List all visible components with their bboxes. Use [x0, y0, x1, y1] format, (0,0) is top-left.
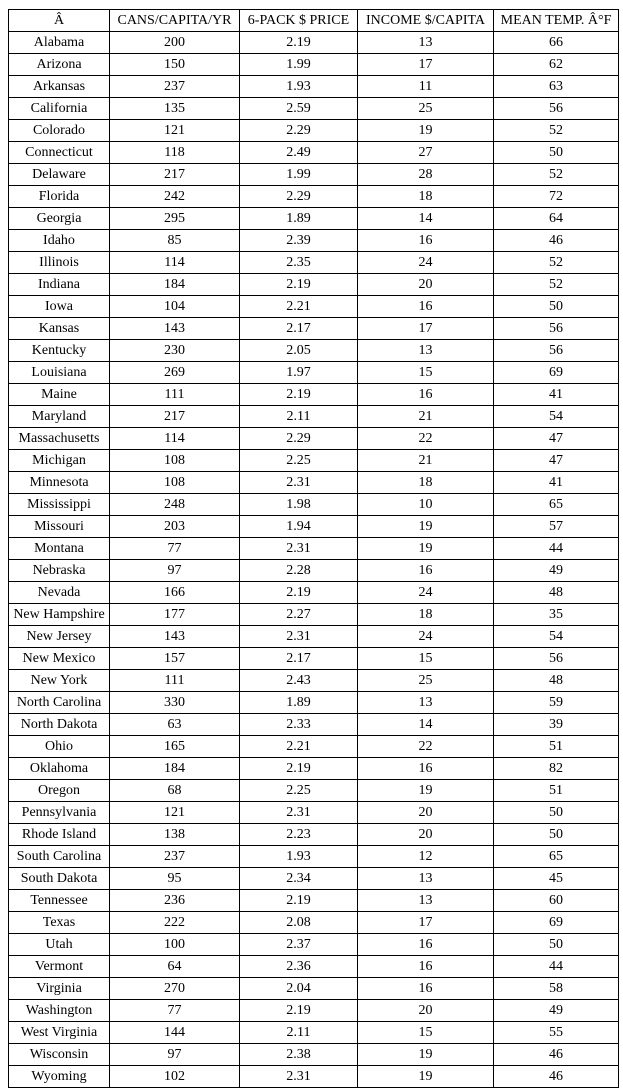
- temp-cell: 55: [494, 1022, 619, 1044]
- state-cell: Wyoming: [9, 1066, 110, 1088]
- price-cell: 2.19: [240, 1000, 358, 1022]
- table-row: [9, 164, 619, 186]
- table-row: [9, 868, 619, 890]
- state-cell: Nevada: [9, 582, 110, 604]
- cans-cell: 330: [110, 692, 240, 714]
- income-cell: 12: [358, 846, 494, 868]
- temp-cell: 50: [494, 296, 619, 318]
- price-cell: 2.39: [240, 230, 358, 252]
- table-row: [9, 692, 619, 714]
- state-cell: Massachusetts: [9, 428, 110, 450]
- state-cell: Ohio: [9, 736, 110, 758]
- state-cell: Louisiana: [9, 362, 110, 384]
- temp-cell: 58: [494, 978, 619, 1000]
- cans-cell: 203: [110, 516, 240, 538]
- temp-cell: 56: [494, 98, 619, 120]
- income-cell: 20: [358, 802, 494, 824]
- table-row: [9, 824, 619, 846]
- cans-cell: 77: [110, 538, 240, 560]
- table-row: [9, 1000, 619, 1022]
- price-cell: 1.99: [240, 54, 358, 76]
- price-cell: 2.29: [240, 120, 358, 142]
- table-row: [9, 890, 619, 912]
- header-cell-price: 6-PACK $ PRICE: [240, 10, 358, 32]
- temp-cell: 50: [494, 824, 619, 846]
- price-cell: 1.94: [240, 516, 358, 538]
- income-cell: 20: [358, 1000, 494, 1022]
- cans-cell: 64: [110, 956, 240, 978]
- income-cell: 20: [358, 824, 494, 846]
- table-row: [9, 142, 619, 164]
- table-row: [9, 186, 619, 208]
- price-cell: 2.59: [240, 98, 358, 120]
- cans-cell: 242: [110, 186, 240, 208]
- price-cell: 2.17: [240, 648, 358, 670]
- price-cell: 2.28: [240, 560, 358, 582]
- table-row: [9, 516, 619, 538]
- price-cell: 2.33: [240, 714, 358, 736]
- table-row: [9, 934, 619, 956]
- income-cell: 20: [358, 274, 494, 296]
- temp-cell: 82: [494, 758, 619, 780]
- cans-cell: 63: [110, 714, 240, 736]
- income-cell: 16: [358, 560, 494, 582]
- cans-cell: 157: [110, 648, 240, 670]
- price-cell: 1.99: [240, 164, 358, 186]
- price-cell: 2.31: [240, 1066, 358, 1088]
- state-cell: New Hampshire: [9, 604, 110, 626]
- header-cell-income: INCOME $/CAPITA: [358, 10, 494, 32]
- table-row: [9, 230, 619, 252]
- temp-cell: 39: [494, 714, 619, 736]
- temp-cell: 69: [494, 362, 619, 384]
- income-cell: 18: [358, 186, 494, 208]
- state-cell: Texas: [9, 912, 110, 934]
- table-row: [9, 780, 619, 802]
- temp-cell: 35: [494, 604, 619, 626]
- state-cell: Arizona: [9, 54, 110, 76]
- income-cell: 15: [358, 1022, 494, 1044]
- price-cell: 2.21: [240, 296, 358, 318]
- state-cell: Maine: [9, 384, 110, 406]
- income-cell: 16: [358, 384, 494, 406]
- state-cell: California: [9, 98, 110, 120]
- cans-cell: 68: [110, 780, 240, 802]
- price-cell: 2.38: [240, 1044, 358, 1066]
- state-cell: Montana: [9, 538, 110, 560]
- price-cell: 1.98: [240, 494, 358, 516]
- header-cell-state: Â: [9, 10, 110, 32]
- table-row: [9, 736, 619, 758]
- income-cell: 27: [358, 142, 494, 164]
- income-cell: 13: [358, 32, 494, 54]
- table-row: [9, 802, 619, 824]
- price-cell: 2.17: [240, 318, 358, 340]
- state-cell: Virginia: [9, 978, 110, 1000]
- state-cell: Oregon: [9, 780, 110, 802]
- table-row: [9, 714, 619, 736]
- state-cell: Idaho: [9, 230, 110, 252]
- table-row: [9, 494, 619, 516]
- income-cell: 19: [358, 1066, 494, 1088]
- cans-cell: 135: [110, 98, 240, 120]
- state-cell: Rhode Island: [9, 824, 110, 846]
- cans-cell: 217: [110, 406, 240, 428]
- table-row: [9, 758, 619, 780]
- state-cell: Missouri: [9, 516, 110, 538]
- temp-cell: 44: [494, 538, 619, 560]
- income-cell: 25: [358, 98, 494, 120]
- price-cell: 2.19: [240, 582, 358, 604]
- beer-consumption-table: [8, 9, 619, 1088]
- state-cell: New Jersey: [9, 626, 110, 648]
- income-cell: 24: [358, 252, 494, 274]
- cans-cell: 77: [110, 1000, 240, 1022]
- price-cell: 1.93: [240, 846, 358, 868]
- cans-cell: 270: [110, 978, 240, 1000]
- price-cell: 2.21: [240, 736, 358, 758]
- income-cell: 28: [358, 164, 494, 186]
- income-cell: 17: [358, 54, 494, 76]
- cans-cell: 166: [110, 582, 240, 604]
- state-cell: Kentucky: [9, 340, 110, 362]
- price-cell: 2.43: [240, 670, 358, 692]
- price-cell: 2.31: [240, 802, 358, 824]
- table-row: [9, 428, 619, 450]
- cans-cell: 102: [110, 1066, 240, 1088]
- temp-cell: 49: [494, 1000, 619, 1022]
- header-row: [9, 10, 619, 32]
- income-cell: 14: [358, 714, 494, 736]
- table-row: [9, 450, 619, 472]
- cans-cell: 177: [110, 604, 240, 626]
- table-row: [9, 670, 619, 692]
- cans-cell: 144: [110, 1022, 240, 1044]
- income-cell: 18: [358, 472, 494, 494]
- temp-cell: 59: [494, 692, 619, 714]
- price-cell: 2.31: [240, 472, 358, 494]
- state-cell: Arkansas: [9, 76, 110, 98]
- temp-cell: 72: [494, 186, 619, 208]
- temp-cell: 41: [494, 384, 619, 406]
- price-cell: 2.19: [240, 384, 358, 406]
- state-cell: Delaware: [9, 164, 110, 186]
- cans-cell: 111: [110, 384, 240, 406]
- cans-cell: 114: [110, 252, 240, 274]
- table-header: [9, 10, 619, 32]
- table-row: [9, 978, 619, 1000]
- temp-cell: 51: [494, 780, 619, 802]
- price-cell: 2.34: [240, 868, 358, 890]
- temp-cell: 47: [494, 428, 619, 450]
- cans-cell: 222: [110, 912, 240, 934]
- income-cell: 13: [358, 340, 494, 362]
- state-cell: Illinois: [9, 252, 110, 274]
- cans-cell: 100: [110, 934, 240, 956]
- price-cell: 2.29: [240, 428, 358, 450]
- price-cell: 2.25: [240, 780, 358, 802]
- cans-cell: 111: [110, 670, 240, 692]
- price-cell: 2.08: [240, 912, 358, 934]
- temp-cell: 60: [494, 890, 619, 912]
- state-cell: Wisconsin: [9, 1044, 110, 1066]
- state-cell: Mississippi: [9, 494, 110, 516]
- state-cell: Colorado: [9, 120, 110, 142]
- table-row: [9, 362, 619, 384]
- cans-cell: 121: [110, 802, 240, 824]
- table-row: [9, 648, 619, 670]
- table-row: [9, 604, 619, 626]
- table-row: [9, 956, 619, 978]
- temp-cell: 52: [494, 120, 619, 142]
- temp-cell: 57: [494, 516, 619, 538]
- income-cell: 16: [358, 230, 494, 252]
- price-cell: 2.31: [240, 538, 358, 560]
- state-cell: Vermont: [9, 956, 110, 978]
- price-cell: 1.93: [240, 76, 358, 98]
- cans-cell: 85: [110, 230, 240, 252]
- table-row: [9, 32, 619, 54]
- table-row: [9, 384, 619, 406]
- temp-cell: 49: [494, 560, 619, 582]
- price-cell: 2.19: [240, 890, 358, 912]
- price-cell: 1.89: [240, 208, 358, 230]
- cans-cell: 248: [110, 494, 240, 516]
- table-row: [9, 626, 619, 648]
- table-row: [9, 1066, 619, 1088]
- price-cell: 2.11: [240, 406, 358, 428]
- price-cell: 2.19: [240, 32, 358, 54]
- cans-cell: 95: [110, 868, 240, 890]
- state-cell: Michigan: [9, 450, 110, 472]
- income-cell: 17: [358, 318, 494, 340]
- cans-cell: 236: [110, 890, 240, 912]
- temp-cell: 62: [494, 54, 619, 76]
- price-cell: 2.37: [240, 934, 358, 956]
- table-row: [9, 912, 619, 934]
- cans-cell: 217: [110, 164, 240, 186]
- temp-cell: 46: [494, 1066, 619, 1088]
- temp-cell: 56: [494, 318, 619, 340]
- temp-cell: 56: [494, 340, 619, 362]
- price-cell: 2.19: [240, 758, 358, 780]
- state-cell: Georgia: [9, 208, 110, 230]
- table-row: [9, 538, 619, 560]
- table-body: [9, 32, 619, 1088]
- income-cell: 10: [358, 494, 494, 516]
- income-cell: 13: [358, 890, 494, 912]
- state-cell: Minnesota: [9, 472, 110, 494]
- price-cell: 2.27: [240, 604, 358, 626]
- table-row: [9, 1022, 619, 1044]
- table-row: [9, 560, 619, 582]
- state-cell: Pennsylvania: [9, 802, 110, 824]
- table-row: [9, 1044, 619, 1066]
- cans-cell: 138: [110, 824, 240, 846]
- income-cell: 11: [358, 76, 494, 98]
- cans-cell: 121: [110, 120, 240, 142]
- table-row: [9, 318, 619, 340]
- state-cell: Connecticut: [9, 142, 110, 164]
- price-cell: 2.36: [240, 956, 358, 978]
- table-row: [9, 472, 619, 494]
- temp-cell: 44: [494, 956, 619, 978]
- income-cell: 14: [358, 208, 494, 230]
- state-cell: Utah: [9, 934, 110, 956]
- cans-cell: 143: [110, 626, 240, 648]
- state-cell: Nebraska: [9, 560, 110, 582]
- cans-cell: 165: [110, 736, 240, 758]
- cans-cell: 295: [110, 208, 240, 230]
- temp-cell: 65: [494, 494, 619, 516]
- temp-cell: 52: [494, 274, 619, 296]
- state-cell: North Carolina: [9, 692, 110, 714]
- temp-cell: 66: [494, 32, 619, 54]
- price-cell: 2.04: [240, 978, 358, 1000]
- temp-cell: 50: [494, 934, 619, 956]
- state-cell: Kansas: [9, 318, 110, 340]
- cans-cell: 118: [110, 142, 240, 164]
- temp-cell: 51: [494, 736, 619, 758]
- cans-cell: 108: [110, 472, 240, 494]
- table-row: [9, 54, 619, 76]
- price-cell: 2.05: [240, 340, 358, 362]
- state-cell: Iowa: [9, 296, 110, 318]
- table-row: [9, 98, 619, 120]
- price-cell: 2.31: [240, 626, 358, 648]
- income-cell: 19: [358, 516, 494, 538]
- price-cell: 1.97: [240, 362, 358, 384]
- temp-cell: 64: [494, 208, 619, 230]
- cans-cell: 269: [110, 362, 240, 384]
- state-cell: Tennessee: [9, 890, 110, 912]
- income-cell: 24: [358, 626, 494, 648]
- income-cell: 19: [358, 780, 494, 802]
- state-cell: Washington: [9, 1000, 110, 1022]
- price-cell: 2.35: [240, 252, 358, 274]
- income-cell: 15: [358, 648, 494, 670]
- price-cell: 2.29: [240, 186, 358, 208]
- income-cell: 21: [358, 406, 494, 428]
- temp-cell: 52: [494, 252, 619, 274]
- temp-cell: 52: [494, 164, 619, 186]
- state-cell: North Dakota: [9, 714, 110, 736]
- table-row: [9, 208, 619, 230]
- price-cell: 2.23: [240, 824, 358, 846]
- income-cell: 13: [358, 868, 494, 890]
- cans-cell: 200: [110, 32, 240, 54]
- table-row: [9, 582, 619, 604]
- cans-cell: 97: [110, 1044, 240, 1066]
- cans-cell: 150: [110, 54, 240, 76]
- income-cell: 16: [358, 758, 494, 780]
- state-cell: Indiana: [9, 274, 110, 296]
- income-cell: 22: [358, 736, 494, 758]
- income-cell: 21: [358, 450, 494, 472]
- table-row: [9, 120, 619, 142]
- state-cell: New York: [9, 670, 110, 692]
- income-cell: 18: [358, 604, 494, 626]
- header-cell-cans: CANS/CAPITA/YR: [110, 10, 240, 32]
- header-cell-temp: MEAN TEMP. Â°F: [494, 10, 619, 32]
- cans-cell: 143: [110, 318, 240, 340]
- temp-cell: 47: [494, 450, 619, 472]
- income-cell: 19: [358, 538, 494, 560]
- cans-cell: 108: [110, 450, 240, 472]
- price-cell: 2.25: [240, 450, 358, 472]
- state-cell: Oklahoma: [9, 758, 110, 780]
- cans-cell: 97: [110, 560, 240, 582]
- income-cell: 13: [358, 692, 494, 714]
- cans-cell: 104: [110, 296, 240, 318]
- temp-cell: 46: [494, 1044, 619, 1066]
- temp-cell: 50: [494, 142, 619, 164]
- temp-cell: 50: [494, 802, 619, 824]
- table-row: [9, 846, 619, 868]
- cans-cell: 237: [110, 76, 240, 98]
- temp-cell: 54: [494, 406, 619, 428]
- price-cell: 2.49: [240, 142, 358, 164]
- state-cell: South Carolina: [9, 846, 110, 868]
- temp-cell: 56: [494, 648, 619, 670]
- temp-cell: 41: [494, 472, 619, 494]
- state-cell: Maryland: [9, 406, 110, 428]
- table-row: [9, 252, 619, 274]
- temp-cell: 48: [494, 670, 619, 692]
- income-cell: 15: [358, 362, 494, 384]
- cans-cell: 114: [110, 428, 240, 450]
- state-cell: Florida: [9, 186, 110, 208]
- income-cell: 16: [358, 956, 494, 978]
- table-row: [9, 274, 619, 296]
- temp-cell: 69: [494, 912, 619, 934]
- price-cell: 1.89: [240, 692, 358, 714]
- income-cell: 16: [358, 978, 494, 1000]
- temp-cell: 63: [494, 76, 619, 98]
- temp-cell: 46: [494, 230, 619, 252]
- temp-cell: 65: [494, 846, 619, 868]
- temp-cell: 54: [494, 626, 619, 648]
- table-row: [9, 76, 619, 98]
- income-cell: 16: [358, 934, 494, 956]
- temp-cell: 48: [494, 582, 619, 604]
- table-row: [9, 406, 619, 428]
- state-cell: Alabama: [9, 32, 110, 54]
- cans-cell: 184: [110, 758, 240, 780]
- state-cell: South Dakota: [9, 868, 110, 890]
- income-cell: 24: [358, 582, 494, 604]
- state-cell: New Mexico: [9, 648, 110, 670]
- income-cell: 25: [358, 670, 494, 692]
- income-cell: 19: [358, 120, 494, 142]
- temp-cell: 45: [494, 868, 619, 890]
- income-cell: 22: [358, 428, 494, 450]
- state-cell: West Virginia: [9, 1022, 110, 1044]
- table-row: [9, 296, 619, 318]
- cans-cell: 230: [110, 340, 240, 362]
- income-cell: 19: [358, 1044, 494, 1066]
- price-cell: 2.11: [240, 1022, 358, 1044]
- table-row: [9, 340, 619, 362]
- cans-cell: 184: [110, 274, 240, 296]
- income-cell: 16: [358, 296, 494, 318]
- income-cell: 17: [358, 912, 494, 934]
- price-cell: 2.19: [240, 274, 358, 296]
- cans-cell: 237: [110, 846, 240, 868]
